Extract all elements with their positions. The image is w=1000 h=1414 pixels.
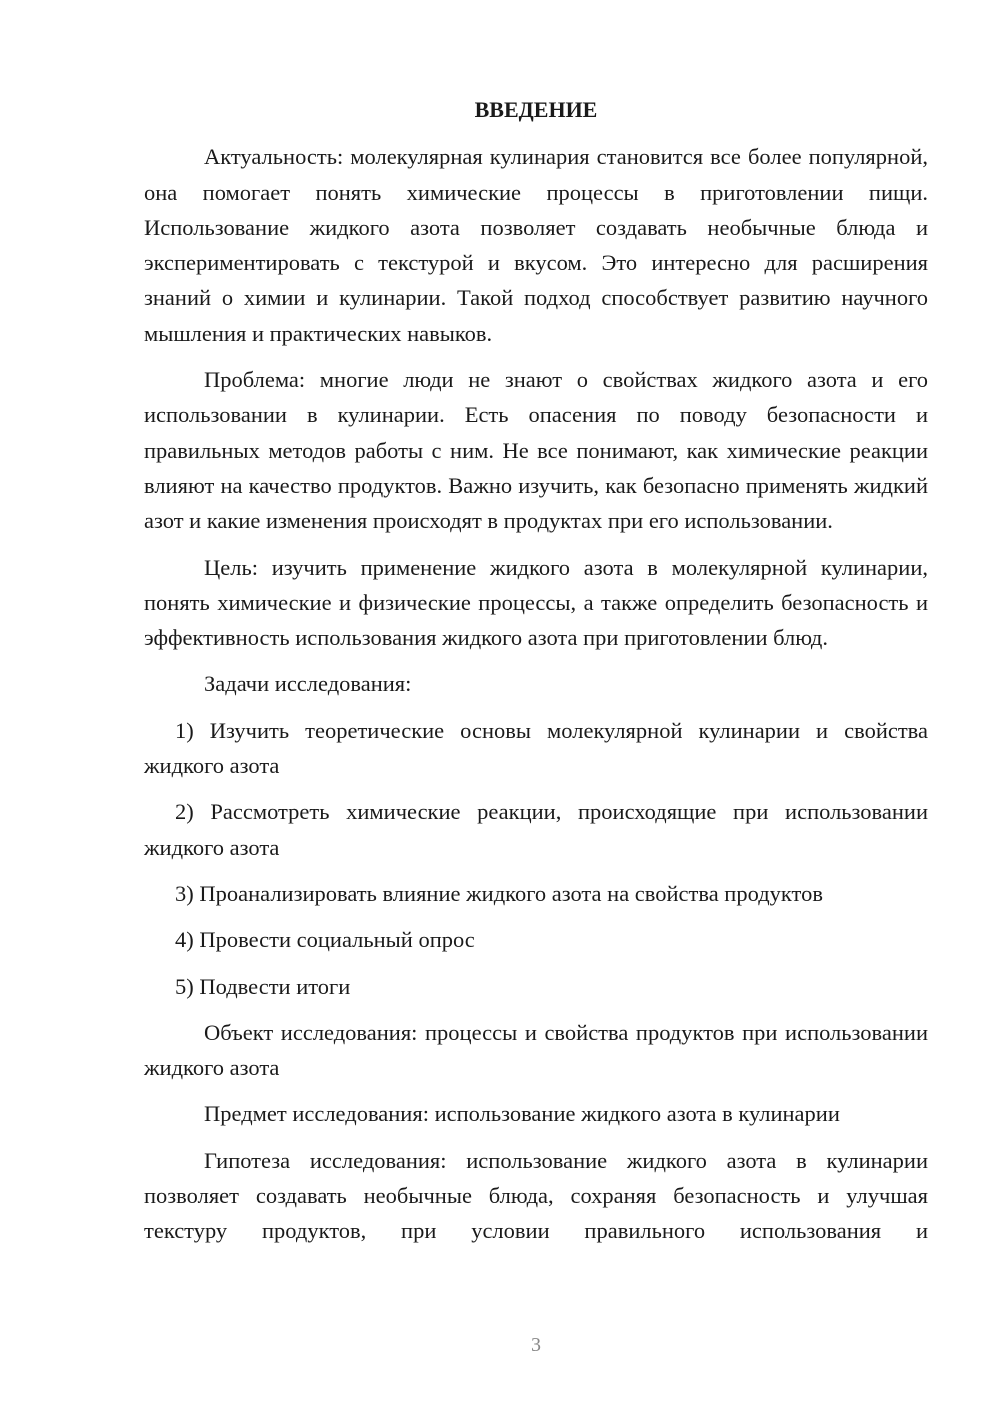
task-item-2: 2) Рассмотреть химические реакции, происходящие при использовании жидкого азота (144, 799, 928, 860)
paragraph-problem: Проблема: многие люди не знают о свойствах жидкого азота и его использовании в кулинарии. Есть опасения по поводу безопасности и правильных методов работы с ним. Не все понимают, как химические реакции влияют на качество продуктов. Важно изучить, как безопасно применять жидкий азот и какие изменения происходят в продуктах при его использовании. (144, 367, 928, 534)
paragraph-relevance: Актуальность: молекулярная кулинария становится все более популярной, она помогает понять химические процессы в приготовлении пищи. Использование жидкого азота позволяет создавать необычные блюда и экспериментировать с текстурой и вкусом. Это интересно для расширения знаний о химии и кулинарии. Такой подход способствует развитию научного мышления и практических навыков. (144, 144, 928, 346)
task-item-3: 3) Проанализировать влияние жидкого азота на свойства продуктов (175, 880, 823, 906)
task-item-4: 4) Провести социальный опрос (175, 927, 475, 953)
paragraph-object: Объект исследования: процессы и свойства продуктов при использовании жидкого азота (144, 1019, 928, 1081)
tasks-heading: Задачи исследования: (204, 671, 412, 697)
page-number: 3 (531, 1334, 541, 1356)
section-title: ВВЕДЕНИЕ (474, 97, 598, 122)
paragraph-goal: Цель: изучить применение жидкого азота в молекулярной кулинарии, понять химические и физические процессы, а также определить безопасность и эффективность использования жидкого азота при приготовлении блюд. (144, 554, 928, 651)
page-content (144, 92, 928, 1260)
task-item-1: 1) Изучить теоретические основы молекулярной кулинарии и свойства жидкого азота (144, 717, 928, 779)
paragraph-hypothesis: Гипотеза исследования: использование жидкого азота в кулинарии позволяет создавать необычные блюда, сохраняя безопасность и улучшая текстуру продуктов, при условии правильного использования и (144, 1147, 928, 1244)
paragraph-subject: Предмет исследования: использование жидкого азота в кулинарии (204, 1101, 840, 1127)
task-item-5: 5) Подвести итоги (175, 973, 351, 999)
